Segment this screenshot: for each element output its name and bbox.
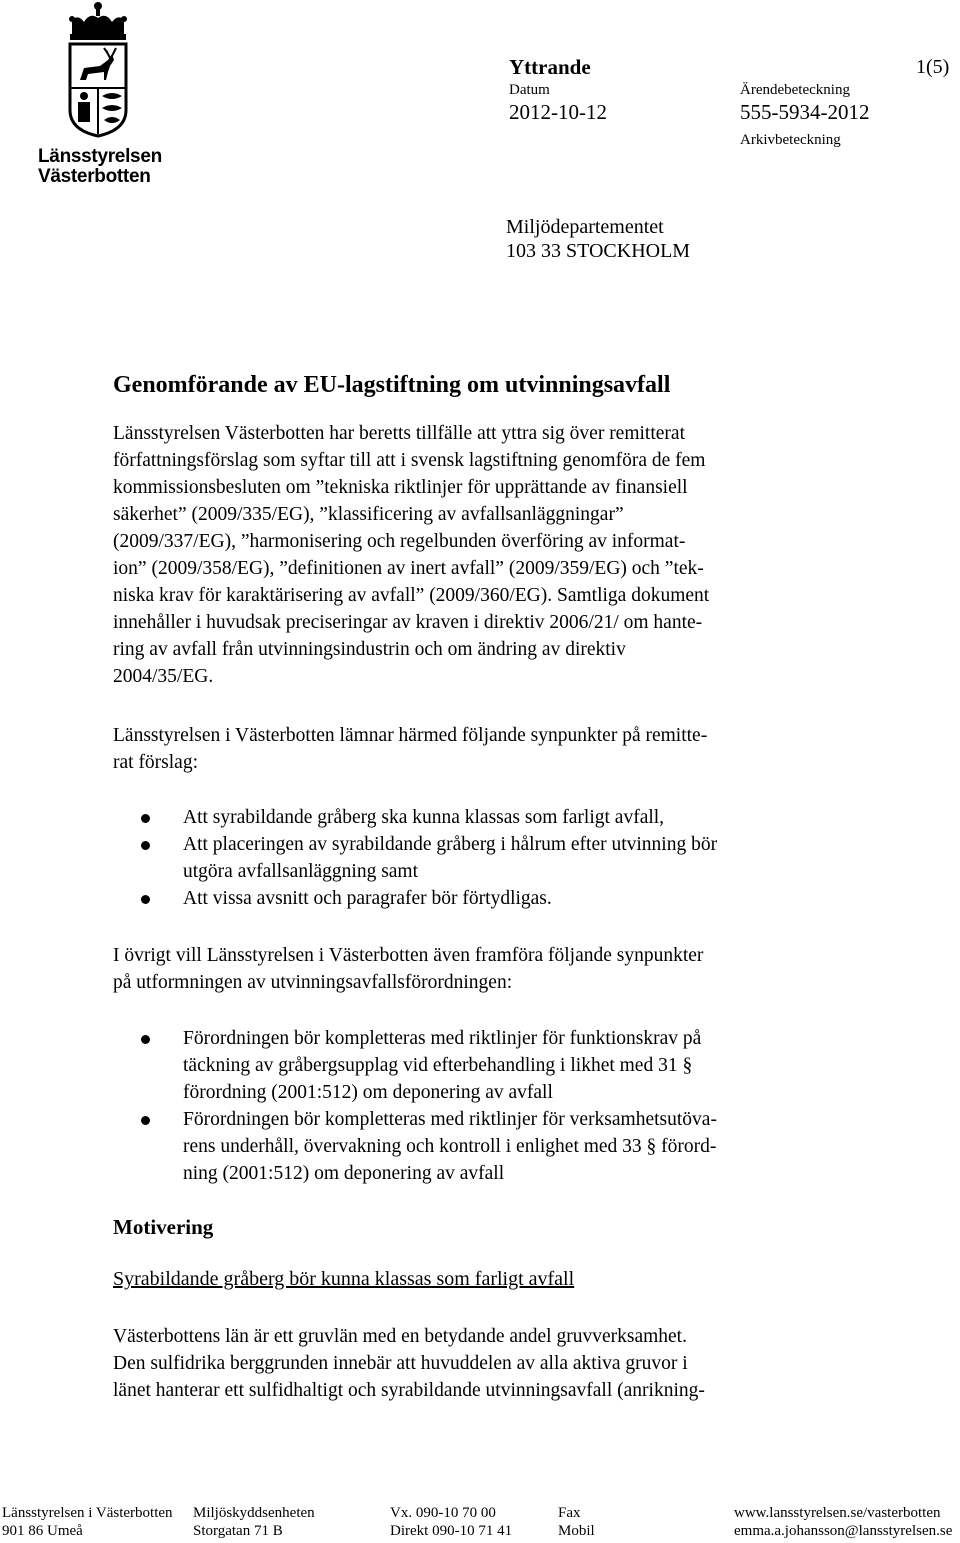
recipient-address: 103 33 STOCKHOLM xyxy=(506,240,691,262)
text-line: niska krav för karaktärisering av avfall” (2009/360/EG). Samtliga dokument xyxy=(113,585,710,606)
date-value: 2012-10-12 xyxy=(509,100,607,124)
text-line: 2004/35/EG. xyxy=(113,666,214,687)
text-line: Länsstyrelsen i Västerbotten lämnar härmed följande synpunkter på remitte- xyxy=(113,725,708,746)
footer-mobile-label: Mobil xyxy=(558,1523,595,1539)
text-line: Förordningen bör kompletteras med riktlinjer för verksamhetsutöva- xyxy=(183,1109,717,1130)
text-line: Västerbottens län är ett gruvlän med en betydande andel gruvverksamhet. xyxy=(113,1326,687,1347)
bullet-icon xyxy=(141,1035,150,1044)
text-line: ion” (2009/358/EG), ”definitionen av inert avfall” (2009/359/EG) och ”tek- xyxy=(113,558,704,579)
text-line: Förordningen bör kompletteras med riktlinjer för funktionskrav på xyxy=(183,1028,702,1049)
paragraph-2 xyxy=(113,722,833,776)
footer-street: Storgatan 71 B xyxy=(193,1523,283,1539)
text-line: på utformningen av utvinningsavfallsförordningen: xyxy=(113,972,513,993)
text-line: förordning (2001:512) om deponering av avfall xyxy=(183,1082,553,1103)
text-line: säkerhet” (2009/335/EG), ”klassificering av avfallsanläggningar” xyxy=(113,504,624,525)
paragraph-4 xyxy=(113,1323,833,1404)
list-item xyxy=(0,831,960,885)
case-number: 555-5934-2012 xyxy=(740,100,870,124)
county-board-logo xyxy=(38,0,162,190)
text-line: Att syrabildande gråberg ska kunna klassas som farligt avfall, xyxy=(183,807,665,828)
bullet-icon xyxy=(141,1116,150,1125)
logo-text-line1: Länsstyrelsen xyxy=(38,146,162,167)
text-line: utgöra avfallsanläggning samt xyxy=(183,861,419,882)
text-line: ring av avfall från utvinningsindustrin och om ändring av direktiv xyxy=(113,639,626,660)
list-item xyxy=(0,804,960,831)
bullet-icon xyxy=(141,895,150,904)
text-line: Länsstyrelsen Västerbotten har beretts tillfälle att yttra sig över remitterat xyxy=(113,423,685,444)
logo-text-line2: Västerbotten xyxy=(38,166,151,187)
case-label: Ärendebeteckning xyxy=(740,82,850,98)
subsection-heading: Syrabildande gråberg bör kunna klassas som farligt avfall xyxy=(113,1268,575,1290)
intro-paragraph xyxy=(113,420,833,690)
footer-switchboard: Vx. 090-10 70 00 xyxy=(390,1505,496,1521)
footer-org: Länsstyrelsen i Västerbotten xyxy=(2,1505,173,1521)
footer-web-link[interactable]: www.lansstyrelsen.se/vasterbotten xyxy=(734,1505,941,1521)
text-line: (2009/337/EG), ”harmonisering och regelbunden överföring av informat- xyxy=(113,531,686,552)
text-line: Att vissa avsnitt och paragrafer bör förtydligas. xyxy=(183,888,552,909)
bullet-list-1 xyxy=(0,804,960,912)
footer-postal: 901 86 Umeå xyxy=(2,1523,83,1539)
text-line: länet hanterar ett sulfidhaltigt och syrabildande utvinningsavfall (anrikning- xyxy=(113,1380,705,1401)
text-line: Den sulfidrika berggrunden innebär att huvuddelen av alla aktiva gruvor i xyxy=(113,1353,688,1374)
paragraph-3 xyxy=(113,942,833,996)
page-number: 1(5) xyxy=(916,56,950,78)
text-line: Att placeringen av syrabildande gråberg i hålrum efter utvinning bör xyxy=(183,834,718,855)
archive-label: Arkivbeteckning xyxy=(740,132,841,148)
list-item xyxy=(0,885,960,912)
list-item xyxy=(0,1106,960,1187)
section-heading: Motivering xyxy=(113,1215,214,1239)
text-line: rens underhåll, övervakning och kontroll i enlighet med 33 § förord- xyxy=(183,1136,717,1157)
text-line: kommissionsbesluten om ”tekniska riktlinjer för upprättande av finansiell xyxy=(113,477,688,498)
bullet-icon xyxy=(141,814,150,823)
footer-fax-label: Fax xyxy=(558,1505,581,1521)
list-item xyxy=(0,1025,960,1106)
footer-unit: Miljöskyddsenheten xyxy=(193,1505,315,1521)
text-line: rat förslag: xyxy=(113,752,199,773)
footer-email-link[interactable]: emma.a.johansson@lansstyrelsen.se xyxy=(734,1523,953,1539)
bullet-list-2 xyxy=(0,1025,960,1187)
date-label: Datum xyxy=(509,82,550,98)
text-line: innehåller i huvudsak preciseringar av kraven i direktiv 2006/21/ om hante- xyxy=(113,612,703,633)
text-line: I övrigt vill Länsstyrelsen i Västerbotten även framföra följande synpunkter xyxy=(113,945,704,966)
text-line: täckning av gråbergsupplag vid efterbehandling i likhet med 31 § xyxy=(183,1055,693,1076)
recipient-name: Miljödepartementet xyxy=(506,216,664,238)
bullet-icon xyxy=(141,841,150,850)
document-title: Genomförande av EU-lagstiftning om utvinningsavfall xyxy=(113,372,671,398)
text-line: ning (2001:512) om deponering av avfall xyxy=(183,1163,505,1184)
text-line: författningsförslag som syftar till att i svensk lagstiftning genomföra de fem xyxy=(113,450,706,471)
footer-direct: Direkt 090-10 71 41 xyxy=(390,1523,513,1539)
coat-of-arms-icon xyxy=(64,0,132,138)
document-type: Yttrande xyxy=(509,55,591,79)
